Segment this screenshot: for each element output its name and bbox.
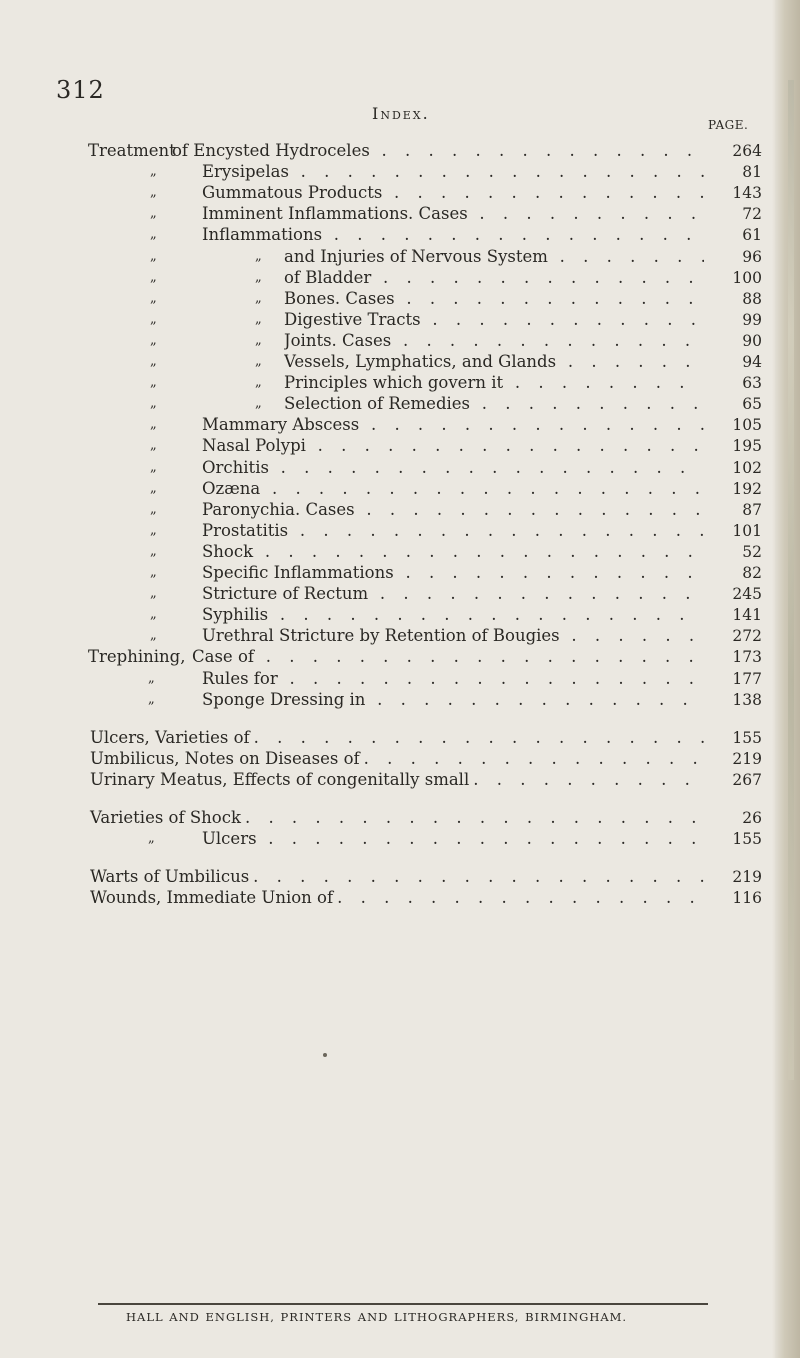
index-entry bbox=[0, 182, 775, 204]
entry-label: of Bladder . . . bbox=[284, 267, 704, 289]
entry-heading: Wounds, Immediate Union of bbox=[90, 888, 334, 908]
index-entry bbox=[0, 668, 775, 690]
index-entry bbox=[0, 457, 775, 479]
index-entry bbox=[0, 769, 775, 791]
ditto-mark: „ bbox=[150, 480, 157, 496]
entry-page-number: 90 bbox=[742, 331, 762, 350]
ditto-mark: „ bbox=[255, 396, 262, 412]
ditto-mark: „ bbox=[150, 206, 157, 222]
index-entry bbox=[0, 625, 775, 647]
ditto-mark: „ bbox=[255, 311, 262, 327]
page-column-heading: PAGE. bbox=[708, 118, 749, 132]
entry-label: Sponge Dressing in . . . bbox=[202, 689, 704, 711]
ditto-mark: „ bbox=[150, 332, 157, 348]
entry-label: Principles which govern it . . . bbox=[284, 372, 704, 394]
ditto-mark: „ bbox=[255, 375, 262, 391]
entry-page-number: 195 bbox=[732, 437, 762, 456]
index-entry bbox=[0, 140, 775, 162]
entry-page-number: 219 bbox=[732, 868, 762, 887]
ink-speck bbox=[323, 1053, 327, 1057]
entry-page-number: 116 bbox=[732, 889, 762, 908]
entry-label: Gummatous Products . . . bbox=[202, 182, 704, 204]
entry-label bbox=[245, 807, 704, 829]
entry-heading: Warts of Umbilicus bbox=[90, 867, 250, 887]
entry-page-number: 155 bbox=[732, 728, 762, 747]
entry-label: Joints. Cases . . . bbox=[284, 330, 704, 352]
entry-page-number: 52 bbox=[742, 542, 762, 561]
index-entry bbox=[0, 828, 775, 850]
entry-label: Imminent Inflammations. Cases . . . bbox=[202, 203, 704, 225]
entry-page-number: 105 bbox=[732, 416, 762, 435]
ditto-mark: „ bbox=[148, 670, 155, 686]
index-entry bbox=[0, 520, 775, 542]
entry-label: Inflammations . . . bbox=[202, 224, 704, 246]
index-entry bbox=[0, 562, 775, 584]
index-entry bbox=[0, 646, 775, 668]
ditto-mark: „ bbox=[150, 164, 157, 180]
entry-label bbox=[253, 866, 704, 888]
index-entry bbox=[0, 288, 775, 310]
entry-page-number: 94 bbox=[742, 353, 762, 371]
index-entry bbox=[0, 372, 775, 394]
entry-page-number: 138 bbox=[732, 690, 762, 709]
ditto-mark: „ bbox=[150, 354, 157, 369]
index-entry bbox=[0, 541, 775, 563]
entry-page-number: 267 bbox=[732, 770, 762, 789]
entry-label: Nasal Polypi . . . bbox=[202, 435, 704, 457]
ditto-mark: „ bbox=[255, 290, 262, 306]
entry-label: Rules for . . . bbox=[202, 668, 704, 690]
index-entry bbox=[0, 224, 775, 246]
entry-label: Ulcers . . . bbox=[202, 828, 704, 850]
entry-page-number: 101 bbox=[732, 521, 762, 540]
ditto-mark: „ bbox=[150, 311, 157, 327]
index-entry bbox=[0, 267, 775, 289]
entry-page-number: 245 bbox=[732, 585, 762, 604]
index-entry bbox=[0, 203, 775, 225]
ditto-mark: „ bbox=[148, 691, 155, 707]
index-entry bbox=[0, 161, 775, 183]
entry-label: Prostatitis . . . bbox=[202, 520, 704, 542]
page-edge-shadow bbox=[772, 0, 800, 1358]
entry-page-number: 100 bbox=[732, 268, 762, 287]
entry-label: Specific Inflammations . . . bbox=[202, 562, 704, 584]
index-entry bbox=[0, 393, 775, 415]
entry-page-number: 264 bbox=[732, 142, 762, 160]
index-entry bbox=[0, 748, 775, 770]
entry-page-number: 82 bbox=[742, 564, 762, 582]
printer-imprint: HALL AND ENGLISH, PRINTERS AND LITHOGRAPHERS, BIRMINGHAM. bbox=[126, 1310, 628, 1324]
entry-label bbox=[364, 748, 704, 770]
entry-label: Erysipelas . . . bbox=[202, 161, 704, 183]
entry-label: Selection of Remedies . . . bbox=[284, 393, 704, 415]
entry-heading: Umbilicus, Notes on Diseases of bbox=[90, 748, 360, 768]
index-entry bbox=[0, 435, 775, 457]
entry-label: Vessels, Lymphatics, and Glands . . . bbox=[284, 351, 704, 373]
entry-page-number: 219 bbox=[732, 749, 762, 768]
entry-label: Syphilis . . . bbox=[202, 604, 704, 626]
index-entry bbox=[0, 866, 775, 888]
entry-label: Orchitis . . . bbox=[202, 457, 704, 479]
entry-label: of Encysted Hydroceles . . . bbox=[172, 140, 704, 162]
running-head: Index. bbox=[372, 104, 430, 123]
entry-label bbox=[473, 769, 704, 791]
entry-label: Stricture of Rectum . . . bbox=[202, 583, 704, 605]
ditto-mark: „ bbox=[150, 522, 157, 538]
index-entry bbox=[0, 414, 775, 436]
index-entry bbox=[0, 807, 775, 829]
entry-page-number: 81 bbox=[742, 163, 762, 182]
entry-label bbox=[254, 727, 704, 749]
entry-label: Mammary Abscess . . . bbox=[202, 414, 704, 436]
entry-page-number: 88 bbox=[742, 289, 762, 308]
entry-label: Digestive Tracts . . . bbox=[284, 309, 704, 331]
entry-page-number: 102 bbox=[732, 458, 762, 477]
entry-heading: Trephining, bbox=[88, 647, 186, 667]
entry-page-number: 87 bbox=[742, 500, 762, 519]
ditto-mark: „ bbox=[150, 248, 157, 264]
ditto-mark: „ bbox=[255, 248, 262, 264]
entry-page-number: 173 bbox=[732, 648, 762, 667]
entry-page-number: 272 bbox=[732, 627, 762, 646]
entry-label: Bones. Cases . . . bbox=[284, 288, 704, 310]
entry-page-number: 143 bbox=[732, 184, 762, 203]
ditto-mark: „ bbox=[150, 586, 157, 602]
ditto-mark: „ bbox=[150, 628, 157, 644]
ditto-mark: „ bbox=[150, 417, 157, 433]
entry-page-number: 63 bbox=[742, 374, 762, 393]
index-entry bbox=[0, 330, 775, 352]
entry-label: Urethral Stricture by Retention of Bougies . . . bbox=[202, 625, 704, 647]
page-number: 312 bbox=[56, 76, 105, 104]
ditto-mark: „ bbox=[150, 227, 157, 243]
ditto-mark: „ bbox=[150, 501, 157, 517]
ditto-mark: „ bbox=[255, 354, 262, 369]
index-entry bbox=[0, 604, 775, 626]
entry-page-number: 177 bbox=[732, 669, 762, 688]
entry-label: and Injuries of Nervous System . . . bbox=[284, 246, 704, 268]
ditto-mark: „ bbox=[150, 185, 157, 201]
entry-heading: Ulcers, Varieties of bbox=[90, 727, 250, 747]
ditto-mark: „ bbox=[150, 269, 157, 285]
ditto-mark: „ bbox=[255, 269, 262, 285]
ditto-mark: „ bbox=[150, 375, 157, 391]
entry-label bbox=[337, 887, 704, 909]
entry-page-number: 192 bbox=[732, 479, 762, 498]
ditto-mark: „ bbox=[150, 290, 157, 306]
index-entry bbox=[0, 689, 775, 711]
entry-page-number: 72 bbox=[742, 205, 762, 224]
ditto-mark: „ bbox=[148, 831, 155, 847]
ditto-mark: „ bbox=[255, 332, 262, 348]
entry-page-number: 96 bbox=[742, 247, 762, 266]
entry-heading: Treatment bbox=[88, 141, 176, 160]
index-entry bbox=[0, 727, 775, 749]
entry-heading: Varieties of Shock bbox=[90, 808, 241, 827]
footer-rule bbox=[98, 1303, 708, 1305]
entry-label: Ozæna . . . bbox=[202, 478, 704, 500]
ditto-mark: „ bbox=[150, 565, 157, 580]
index-entry bbox=[0, 887, 775, 909]
entry-label: Paronychia. Cases . . . bbox=[202, 499, 704, 521]
entry-label: Shock . . . bbox=[202, 541, 704, 563]
entry-page-number: 61 bbox=[742, 226, 762, 245]
index-entry bbox=[0, 309, 775, 331]
entry-heading: Urinary Meatus, Effects of congenitally small bbox=[90, 769, 470, 789]
entry-page-number: 155 bbox=[732, 830, 762, 849]
entry-page-number: 141 bbox=[732, 606, 762, 625]
ditto-mark: „ bbox=[150, 543, 157, 559]
index-entry bbox=[0, 246, 775, 268]
ditto-mark: „ bbox=[150, 607, 157, 623]
index-entry bbox=[0, 478, 775, 500]
index-entry bbox=[0, 351, 775, 373]
ditto-mark: „ bbox=[150, 396, 157, 412]
index-entry bbox=[0, 499, 775, 521]
entry-page-number: 99 bbox=[742, 310, 762, 329]
entry-page-number: 65 bbox=[742, 395, 762, 414]
entry-page-number: 26 bbox=[742, 809, 762, 827]
index-entry bbox=[0, 583, 775, 605]
entry-label: Case of . . . bbox=[192, 646, 704, 668]
ditto-mark: „ bbox=[150, 459, 157, 475]
ditto-mark: „ bbox=[150, 438, 157, 454]
